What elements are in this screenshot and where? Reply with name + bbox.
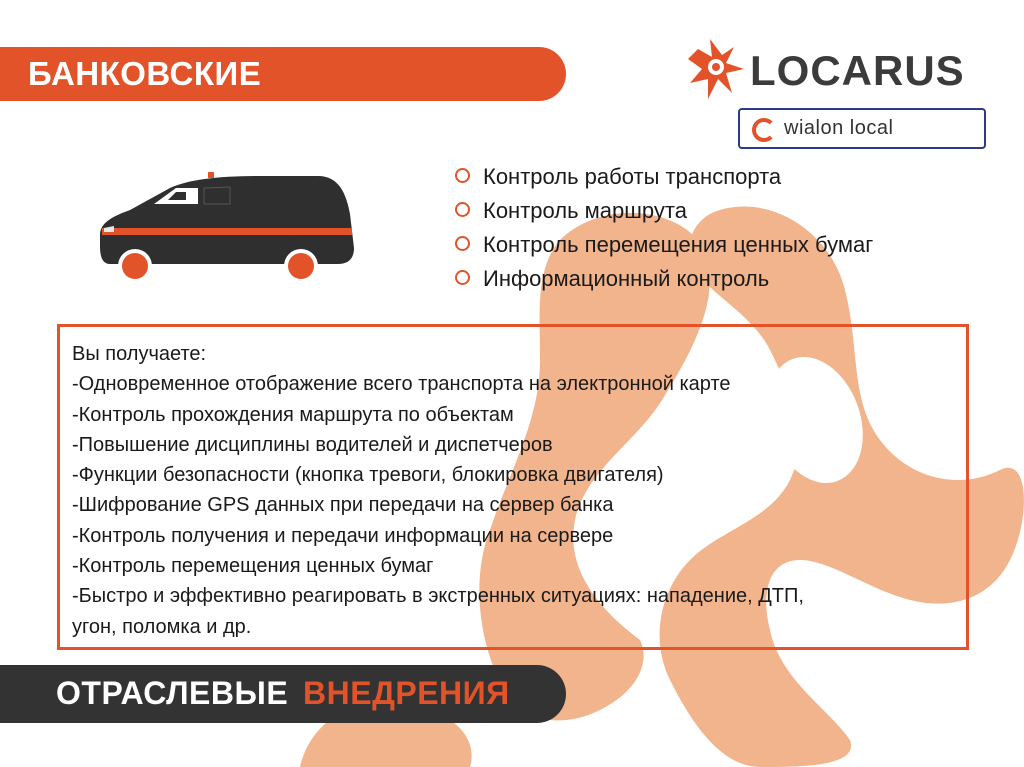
- benefit-item: -Повышение дисциплины водителей и диспетчеров: [72, 433, 553, 456]
- wialon-ring-icon: [752, 118, 776, 142]
- feature-text: Контроль маршрута: [483, 198, 687, 223]
- brand-name: LOCARUS: [750, 47, 965, 94]
- feature-text: Информационный контроль: [483, 266, 770, 291]
- top-banner: [0, 47, 566, 101]
- benefit-item: угон, поломка и др.: [72, 615, 252, 638]
- benefit-item: -Функции безопасности (кнопка тревоги, блокировка двигателя): [72, 464, 664, 487]
- circle-bullet-icon: [455, 168, 470, 183]
- footer-title-part1: ОТРАСЛЕВЫЕ: [56, 675, 289, 711]
- locarus-logo: [688, 37, 988, 107]
- feature-item: [455, 160, 873, 194]
- benefit-item: -Контроль прохождения маршрута по объектам: [72, 403, 514, 426]
- circle-bullet-icon: [455, 270, 470, 285]
- partner-name: wialon local: [784, 117, 894, 139]
- benefits-box: [57, 324, 969, 650]
- feature-item: [455, 262, 873, 296]
- feature-item: [455, 228, 873, 262]
- benefit-item: -Быстро и эффективно реагировать в экстренных ситуациях: нападение, ДТП,: [72, 585, 804, 608]
- footer-title-part2: ВНЕДРЕНИЯ: [303, 675, 510, 711]
- wialon-local-logo: [738, 108, 986, 149]
- feature-text: Контроль работы транспорта: [483, 164, 782, 189]
- benefit-item: -Шифрование GPS данных при передачи на сервер банка: [72, 494, 614, 517]
- van-illustration: [92, 170, 356, 285]
- benefit-item: -Контроль перемещения ценных бумаг: [72, 555, 434, 578]
- benefits-heading: Вы получаете:: [72, 343, 207, 365]
- slide-title: БАНКОВСКИЕ: [28, 55, 262, 92]
- benefit-item: -Одновременное отображение всего транспорта на электронной карте: [72, 373, 731, 396]
- benefit-item: -Контроль получения и передачи информации на сервере: [72, 524, 614, 547]
- feature-text: Контроль перемещения ценных бумаг: [483, 232, 874, 257]
- locarus-mark-icon: [688, 37, 748, 107]
- feature-item: [455, 194, 873, 228]
- circle-bullet-icon: [455, 202, 470, 217]
- bottom-banner: [0, 665, 566, 723]
- feature-list: [455, 160, 873, 296]
- circle-bullet-icon: [455, 236, 470, 251]
